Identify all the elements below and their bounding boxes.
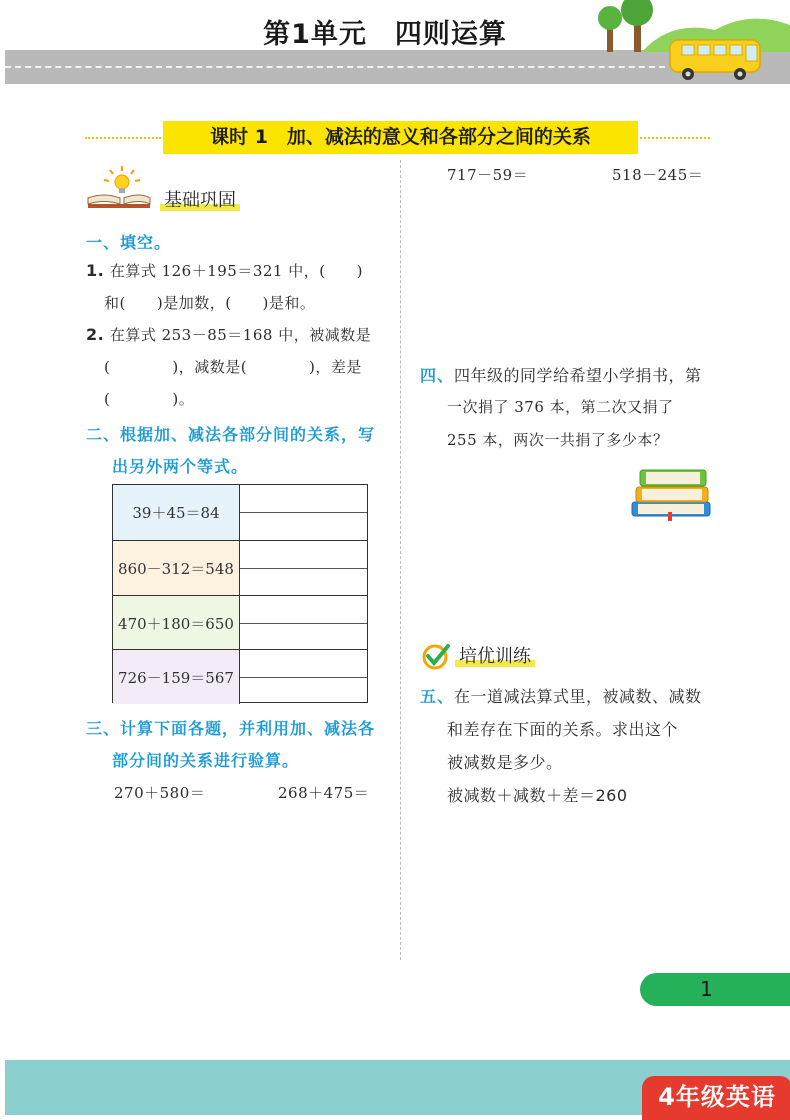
lesson-title-banner: 课时 1 加、减法的意义和各部分之间的关系 xyxy=(163,121,638,154)
unit-title: 第1单元 四则运算 xyxy=(263,19,507,50)
book-stack-icon xyxy=(628,460,716,522)
q2-heading-line2: 出另外两个等式。 xyxy=(112,457,249,476)
q3-expr-3: 717－59＝ xyxy=(447,166,529,184)
banner-dotted-line-left xyxy=(85,137,161,139)
q3-expr-1: 270＋580＝ xyxy=(114,784,206,802)
answer-line[interactable] xyxy=(240,568,367,569)
footer-subject-label: 4年级英语 xyxy=(642,1076,790,1120)
q1-item2-line3: ( )。 xyxy=(104,390,195,408)
equation-cell: 860－312＝548 xyxy=(113,541,240,595)
equation-cell: 470＋180＝650 xyxy=(113,596,240,650)
table-row xyxy=(113,649,367,704)
equation-table xyxy=(112,484,368,703)
q5-line4: 被减数＋减数＋差＝260 xyxy=(447,786,628,805)
q4-text-1: 四年级的同学给希望小学捐书，第 xyxy=(454,366,702,385)
q1-item1-line2: 和( )是加数，( )是和。 xyxy=(104,294,316,312)
q1-item2-line2: ( )，减数是( )，差是 xyxy=(104,358,362,376)
checkmark-badge-icon xyxy=(421,641,451,671)
banner-dotted-line-right xyxy=(640,137,710,139)
lightbulb-book-icon xyxy=(86,164,152,210)
road-dashed-line xyxy=(5,66,665,68)
q5-line2: 和差存在下面的关系。求出这个 xyxy=(447,720,679,739)
table-row xyxy=(113,540,367,595)
answer-line[interactable] xyxy=(240,512,367,513)
q5-number: 五、 xyxy=(420,687,455,706)
page-number: 1 xyxy=(700,977,713,1001)
q4-line1 xyxy=(420,363,702,386)
q2-heading-line1: 二、根据加、减法各部分间的关系，写 xyxy=(86,425,376,444)
section-basic-title: 基础巩固 xyxy=(160,190,240,211)
answer-line[interactable] xyxy=(240,623,367,624)
q4-line3: 255 本，两次一共捐了多少本？ xyxy=(447,431,669,449)
q3-expr-4: 518－245＝ xyxy=(612,166,704,184)
q5-line1 xyxy=(420,684,702,707)
q5-text-1: 在一道减法算式里，被减数、减数 xyxy=(454,687,702,706)
q4-number: 四、 xyxy=(420,366,455,385)
equation-cell: 726－159＝567 xyxy=(113,650,240,704)
q1-item1-text-1: 在算式 126＋195＝321 中，( ) xyxy=(109,262,363,280)
q1-item1-number: 1. xyxy=(86,261,105,280)
q1-item2-number: 2. xyxy=(86,325,105,344)
equation-cell: 39＋45＝84 xyxy=(113,485,240,540)
page-number-tab xyxy=(640,973,790,1006)
q5-line3: 被减数是多少。 xyxy=(447,753,563,772)
table-row xyxy=(113,485,367,540)
q3-expr-2: 268＋475＝ xyxy=(278,784,370,802)
section-advanced-title: 培优训练 xyxy=(455,646,535,667)
q4-line2: 一次捐了 376 本，第二次又捐了 xyxy=(447,398,674,416)
table-row xyxy=(113,595,367,650)
q3-heading-line2: 部分间的关系进行验算。 xyxy=(112,751,300,770)
q1-heading: 一、填空。 xyxy=(86,233,172,252)
q3-heading-line1: 三、计算下面各题，并利用加、减法各 xyxy=(86,719,376,738)
answer-line[interactable] xyxy=(240,677,367,678)
q1-item2-line1 xyxy=(86,324,371,345)
column-divider xyxy=(400,160,401,960)
q1-item2-text-1: 在算式 253－85＝168 中，被减数是 xyxy=(109,326,372,344)
q1-item1-line1 xyxy=(86,260,363,281)
